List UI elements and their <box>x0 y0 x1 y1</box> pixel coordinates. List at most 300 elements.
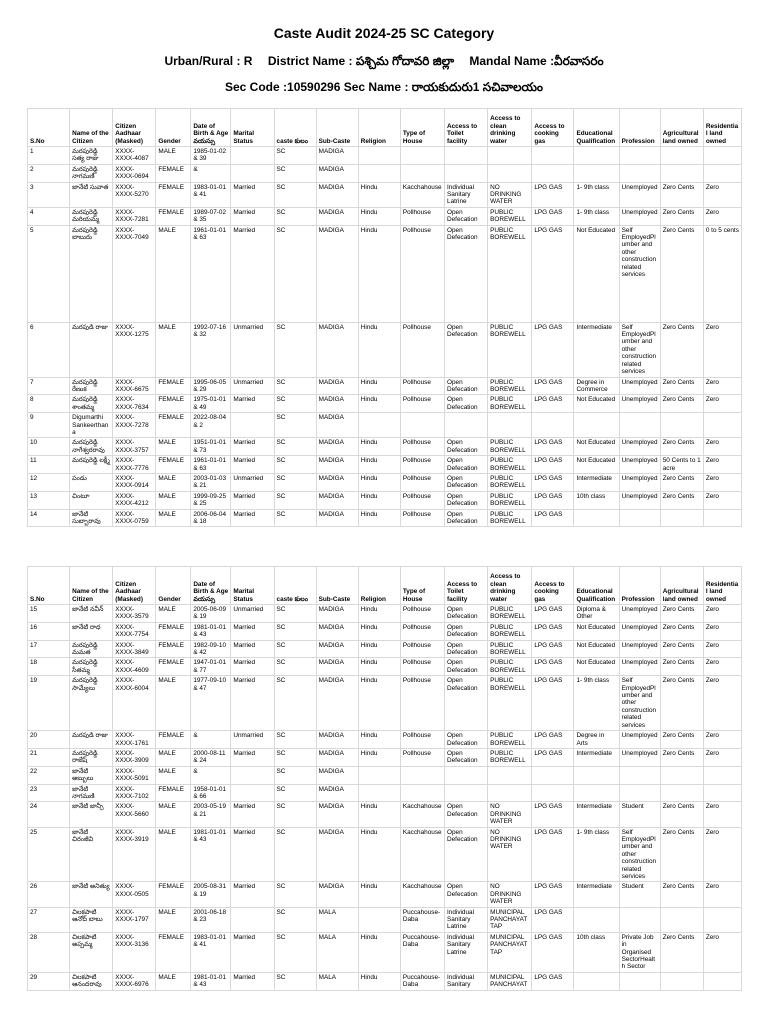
cell-citizen-name: జానేటి సువాత <box>70 182 113 207</box>
cell-agri-land: Zero Cents <box>660 491 703 509</box>
cell-religion: Hindu <box>358 509 400 527</box>
column-header-gender: Gender <box>156 567 191 605</box>
cell-cooking-gas: LPG GAS <box>532 658 574 676</box>
cell-sub-caste: MADIGA <box>316 622 358 640</box>
cell-gender: MALE <box>156 907 191 932</box>
cell-house-type: Pollhouse <box>400 676 444 731</box>
cell-education <box>574 147 619 165</box>
column-header-sub-caste: Sub-Caste <box>316 567 358 605</box>
cell-gender: MALE <box>156 225 191 322</box>
cell-marital-status: Unmarried <box>231 322 274 377</box>
cell-sub-caste: MADIGA <box>316 784 358 802</box>
cell-cooking-gas: LPG GAS <box>532 932 574 972</box>
cell-sub-caste: MADIGA <box>316 322 358 377</box>
mandal-label: Mandal Name :వీరవాసరం <box>469 54 604 68</box>
column-header-residential-land: Residential land owned <box>703 109 741 147</box>
cell-agri-land: Zero Cents <box>660 731 703 749</box>
column-header-sno: S.No <box>28 567 70 605</box>
cell-citizen-name: జానేటి చిరంజీవి <box>70 827 113 882</box>
cell-religion <box>358 784 400 802</box>
column-header-religion: Religion <box>358 567 400 605</box>
cell-drinking-water <box>488 147 532 165</box>
cell-agri-land: Zero Cents <box>660 748 703 766</box>
cell-dob-age: & <box>191 766 231 784</box>
column-header-drinking-water: Access to clean drinking water <box>488 567 532 605</box>
cell-toilet-access: Open Defecation <box>445 658 488 676</box>
cell-cooking-gas: LPG GAS <box>532 972 574 990</box>
cell-cooking-gas: LPG GAS <box>532 377 574 395</box>
cell-marital-status <box>231 907 274 932</box>
cell-toilet-access: Open Defecation <box>445 322 488 377</box>
cell-agri-land: Zero Cents <box>660 473 703 491</box>
cell-sub-caste: MADIGA <box>316 207 358 225</box>
cell-marital-status: Married <box>231 802 274 827</box>
cell-citizen-name: మరపురెడ్డి బాబురు <box>70 225 113 322</box>
cell-sno: 21 <box>28 748 70 766</box>
cell-cooking-gas: LPG GAS <box>532 509 574 527</box>
cell-sno: 18 <box>28 658 70 676</box>
cell-house-type: Kacchahouse <box>400 882 444 907</box>
cell-profession: Unemployed <box>619 377 660 395</box>
cell-house-type: Pollhouse <box>400 622 444 640</box>
cell-house-type: Pollhouse <box>400 225 444 322</box>
table-row <box>28 784 742 802</box>
cell-caste: SC <box>274 676 316 731</box>
cell-marital-status <box>231 784 274 802</box>
table-row <box>28 225 742 322</box>
cell-sno: 4 <box>28 207 70 225</box>
cell-dob-age: 1983-01-01 & 41 <box>191 932 231 972</box>
cell-agri-land: Zero Cents <box>660 882 703 907</box>
cell-citizen-name: చిలకపాటి ఆనోద్ బాబు <box>70 907 113 932</box>
cell-dob-age: 1983-01-01 & 41 <box>191 182 231 207</box>
cell-aadhaar: XXXX-XXXX-1761 <box>113 731 156 749</box>
cell-gender: FEMALE <box>156 640 191 658</box>
cell-marital-status: Married <box>231 182 274 207</box>
table-row <box>28 456 742 474</box>
cell-dob-age: 1961-01-01 & 63 <box>191 225 231 322</box>
cell-drinking-water <box>488 413 532 438</box>
cell-dob-age: 1977-09-10 & 47 <box>191 676 231 731</box>
cell-dob-age: 1961-01-01 & 63 <box>191 456 231 474</box>
column-header-caste: caste కులం <box>274 109 316 147</box>
cell-marital-status: Married <box>231 676 274 731</box>
table-row <box>28 164 742 182</box>
cell-cooking-gas <box>532 164 574 182</box>
cell-residential-land <box>703 972 741 990</box>
cell-gender: MALE <box>156 322 191 377</box>
cell-cooking-gas: LPG GAS <box>532 605 574 623</box>
cell-house-type: Pollhouse <box>400 377 444 395</box>
cell-sno: 17 <box>28 640 70 658</box>
cell-religion: Hindu <box>358 377 400 395</box>
column-header-citizen-name: Name of the Citizen <box>70 567 113 605</box>
cell-religion: Hindu <box>358 456 400 474</box>
cell-agri-land: Zero Cents <box>660 225 703 322</box>
cell-aadhaar: XXXX-XXXX-6675 <box>113 377 156 395</box>
cell-dob-age: 1985-01-02 & 39 <box>191 147 231 165</box>
table-row <box>28 640 742 658</box>
table-row <box>28 766 742 784</box>
cell-profession: Unemployed <box>619 473 660 491</box>
cell-toilet-access: Open Defecation <box>445 731 488 749</box>
cell-gender: FEMALE <box>156 207 191 225</box>
column-header-house-type: Type of House <box>400 567 444 605</box>
cell-drinking-water: PUBLIC BOREWELL <box>488 731 532 749</box>
cell-caste: SC <box>274 207 316 225</box>
column-header-agri-land: Agricultural land owned <box>660 567 703 605</box>
cell-drinking-water: NO DRINKING WATER <box>488 802 532 827</box>
cell-gender: FEMALE <box>156 622 191 640</box>
cell-house-type: Pollhouse <box>400 207 444 225</box>
table-row <box>28 509 742 527</box>
cell-religion: Hindu <box>358 640 400 658</box>
cell-agri-land <box>660 164 703 182</box>
cell-aadhaar: XXXX-XXXX-7281 <box>113 207 156 225</box>
cell-drinking-water: PUBLIC BOREWELL <box>488 605 532 623</box>
cell-toilet-access: Open Defecation <box>445 640 488 658</box>
cell-caste: SC <box>274 605 316 623</box>
cell-cooking-gas: LPG GAS <box>532 748 574 766</box>
cell-house-type: Pollhouse <box>400 748 444 766</box>
cell-marital-status: Married <box>231 748 274 766</box>
cell-sub-caste: MADIGA <box>316 748 358 766</box>
cell-citizen-name: జానేటి నాగమణి <box>70 784 113 802</box>
cell-religion: Hindu <box>358 882 400 907</box>
cell-house-type <box>400 164 444 182</box>
table-row <box>28 622 742 640</box>
column-header-drinking-water: Access to clean drinking water <box>488 109 532 147</box>
column-header-profession: Profession <box>619 109 660 147</box>
column-header-aadhaar: Citizen Aadhaar (Masked) <box>113 109 156 147</box>
cell-marital-status: Married <box>231 932 274 972</box>
cell-profession: Unemployed <box>619 605 660 623</box>
cell-aadhaar: XXXX-XXXX-6004 <box>113 676 156 731</box>
cell-sno: 24 <box>28 802 70 827</box>
cell-gender: FEMALE <box>156 731 191 749</box>
table-row <box>28 731 742 749</box>
table-row <box>28 182 742 207</box>
column-header-cooking-gas: Access to cooking gas <box>532 109 574 147</box>
cell-citizen-name: మరపురెడ్డి నాగమణి <box>70 164 113 182</box>
cell-gender: MALE <box>156 491 191 509</box>
secretariat-line: Sec Code :10590296 Sec Name : రాయకుదురు1 సచివాలయం <box>225 80 543 94</box>
cell-toilet-access: Individual Sanitary Latrine <box>445 182 488 207</box>
cell-drinking-water: PUBLIC BOREWELL <box>488 748 532 766</box>
cell-sno: 27 <box>28 907 70 932</box>
table-row <box>28 932 742 972</box>
audit-table-1 <box>27 108 742 527</box>
cell-sno: 13 <box>28 491 70 509</box>
cell-religion: Hindu <box>358 802 400 827</box>
cell-dob-age: 1992-07-16 & 32 <box>191 322 231 377</box>
column-header-gender: Gender <box>156 109 191 147</box>
cell-profession: Self EmployedPlumber and other construction related services <box>619 676 660 731</box>
cell-religion: Hindu <box>358 622 400 640</box>
cell-marital-status: Married <box>231 207 274 225</box>
cell-sub-caste: MADIGA <box>316 456 358 474</box>
cell-agri-land: Zero Cents <box>660 182 703 207</box>
cell-house-type: Pollhouse <box>400 395 444 413</box>
cell-sno: 15 <box>28 605 70 623</box>
cell-house-type <box>400 413 444 438</box>
cell-cooking-gas <box>532 147 574 165</box>
cell-religion <box>358 907 400 932</box>
cell-marital-status: Married <box>231 225 274 322</box>
cell-citizen-name: జానేటి రాధ <box>70 622 113 640</box>
cell-religion: Hindu <box>358 932 400 972</box>
cell-toilet-access: Open Defecation <box>445 509 488 527</box>
cell-aadhaar: XXXX-XXXX-7278 <box>113 413 156 438</box>
cell-sub-caste: MADIGA <box>316 766 358 784</box>
cell-residential-land: 0 to 5 cents <box>703 225 741 322</box>
table-row <box>28 827 742 882</box>
cell-dob-age: & <box>191 164 231 182</box>
cell-aadhaar: XXXX-XXXX-7102 <box>113 784 156 802</box>
cell-citizen-name: జానేటి అనిత్యు <box>70 882 113 907</box>
cell-caste: SC <box>274 882 316 907</box>
cell-marital-status: Married <box>231 509 274 527</box>
table-row <box>28 147 742 165</box>
cell-caste: SC <box>274 395 316 413</box>
cell-residential-land <box>703 413 741 438</box>
cell-residential-land <box>703 147 741 165</box>
cell-profession: Self EmployedPlumber and other construction related services <box>619 322 660 377</box>
cell-drinking-water: PUBLIC BOREWELL <box>488 207 532 225</box>
cell-dob-age: 2005-06-09 & 19 <box>191 605 231 623</box>
cell-profession: Unemployed <box>619 207 660 225</box>
cell-sno: 29 <box>28 972 70 990</box>
page-title: Caste Audit 2024-25 SC Category <box>273 25 495 41</box>
cell-house-type: Pollhouse <box>400 605 444 623</box>
cell-profession: Unemployed <box>619 622 660 640</box>
cell-marital-status: Unmarried <box>231 473 274 491</box>
cell-citizen-name: మరపురెడ్డి లక్ష్మీ <box>70 456 113 474</box>
cell-sub-caste: MADIGA <box>316 182 358 207</box>
cell-citizen-name: మరపురెడ్డి రేణుక <box>70 377 113 395</box>
cell-drinking-water: MUNICIPAL PANCHAYAT <box>488 972 532 990</box>
cell-religion: Hindu <box>358 225 400 322</box>
cell-education <box>574 509 619 527</box>
cell-sub-caste: MADIGA <box>316 491 358 509</box>
cell-agri-land <box>660 784 703 802</box>
cell-agri-land <box>660 509 703 527</box>
cell-religion: Hindu <box>358 676 400 731</box>
cell-cooking-gas: LPG GAS <box>532 827 574 882</box>
cell-marital-status: Unmarried <box>231 605 274 623</box>
cell-toilet-access <box>445 766 488 784</box>
cell-citizen-name: మరపురెడ్డి నాగేశ్వరరావు <box>70 438 113 456</box>
column-header-sub-caste: Sub-Caste <box>316 109 358 147</box>
cell-agri-land <box>660 907 703 932</box>
cell-toilet-access: Open Defecation <box>445 207 488 225</box>
cell-sub-caste: MALA <box>316 972 358 990</box>
cell-house-type: Pollhouse <box>400 491 444 509</box>
cell-marital-status: Unmarried <box>231 731 274 749</box>
cell-gender: MALE <box>156 766 191 784</box>
column-header-residential-land: Residential land owned <box>703 567 741 605</box>
cell-sno: 14 <box>28 509 70 527</box>
cell-cooking-gas <box>532 784 574 802</box>
column-header-profession: Profession <box>619 567 660 605</box>
column-header-religion: Religion <box>358 109 400 147</box>
cell-drinking-water: PUBLIC BOREWELL <box>488 395 532 413</box>
cell-religion: Hindu <box>358 182 400 207</box>
cell-toilet-access: Open Defecation <box>445 456 488 474</box>
cell-agri-land: 50 Cents to 1 acre <box>660 456 703 474</box>
cell-citizen-name: మరపురెడ్డి సత్య రాజు <box>70 147 113 165</box>
cell-profession <box>619 784 660 802</box>
cell-religion: Hindu <box>358 438 400 456</box>
cell-profession: Unemployed <box>619 748 660 766</box>
cell-profession: Student <box>619 802 660 827</box>
cell-dob-age: 1989-07-02 & 35 <box>191 207 231 225</box>
cell-profession: Unemployed <box>619 491 660 509</box>
cell-dob-age: 2005-08-31 & 19 <box>191 882 231 907</box>
location-line <box>0 54 768 71</box>
cell-aadhaar: XXXX-XXXX-7634 <box>113 395 156 413</box>
column-header-citizen-name: Name of the Citizen <box>70 109 113 147</box>
cell-sub-caste: MADIGA <box>316 438 358 456</box>
cell-caste: SC <box>274 456 316 474</box>
cell-sub-caste: MADIGA <box>316 731 358 749</box>
cell-agri-land: Zero Cents <box>660 827 703 882</box>
cell-citizen-name: చిలకపాటి అప్పమ్మ <box>70 932 113 972</box>
cell-residential-land: Zero <box>703 395 741 413</box>
cell-religion <box>358 147 400 165</box>
cell-house-type: Pollhouse <box>400 658 444 676</box>
cell-aadhaar: XXXX-XXXX-7776 <box>113 456 156 474</box>
cell-sno: 22 <box>28 766 70 784</box>
cell-aadhaar: XXXX-XXXX-0759 <box>113 509 156 527</box>
cell-residential-land: Zero <box>703 748 741 766</box>
cell-toilet-access: Open Defecation <box>445 622 488 640</box>
cell-house-type: Pollhouse <box>400 438 444 456</box>
cell-agri-land <box>660 147 703 165</box>
cell-dob-age: 1975-01-01 & 49 <box>191 395 231 413</box>
cell-sub-caste: MALA <box>316 932 358 972</box>
cell-profession: Self EmployedPlumber and other construction related services <box>619 225 660 322</box>
cell-aadhaar: XXXX-XXXX-5660 <box>113 802 156 827</box>
cell-marital-status: Married <box>231 395 274 413</box>
cell-toilet-access: Open Defecation <box>445 827 488 882</box>
cell-profession <box>619 972 660 990</box>
cell-sub-caste: MADIGA <box>316 413 358 438</box>
cell-cooking-gas: LPG GAS <box>532 207 574 225</box>
column-header-toilet-access: Access to Toilet facility <box>445 567 488 605</box>
cell-sno: 25 <box>28 827 70 882</box>
cell-dob-age: 1981-01-01 & 43 <box>191 622 231 640</box>
cell-citizen-name: జానేటి నవీన్ <box>70 605 113 623</box>
cell-residential-land: Zero <box>703 182 741 207</box>
column-header-house-type: Type of House <box>400 109 444 147</box>
cell-gender: FEMALE <box>156 456 191 474</box>
cell-residential-land: Zero <box>703 882 741 907</box>
audit-table-2 <box>27 566 742 991</box>
cell-religion: Hindu <box>358 395 400 413</box>
cell-caste: SC <box>274 784 316 802</box>
cell-education: 10th class <box>574 932 619 972</box>
cell-sub-caste: MADIGA <box>316 827 358 882</box>
cell-sno: 3 <box>28 182 70 207</box>
cell-caste: SC <box>274 473 316 491</box>
cell-marital-status <box>231 147 274 165</box>
cell-residential-land <box>703 766 741 784</box>
cell-marital-status: Married <box>231 972 274 990</box>
cell-cooking-gas: LPG GAS <box>532 473 574 491</box>
cell-sno: 12 <box>28 473 70 491</box>
column-header-education: Educational Qualification <box>574 109 619 147</box>
cell-dob-age: 2006-06-04 & 18 <box>191 509 231 527</box>
cell-marital-status: Married <box>231 827 274 882</box>
cell-agri-land: Zero Cents <box>660 207 703 225</box>
cell-gender: MALE <box>156 473 191 491</box>
cell-toilet-access: Open Defecation <box>445 882 488 907</box>
cell-aadhaar: XXXX-XXXX-0914 <box>113 473 156 491</box>
cell-gender: MALE <box>156 802 191 827</box>
cell-profession: Unemployed <box>619 640 660 658</box>
table-row <box>28 802 742 827</box>
cell-toilet-access: Open Defecation <box>445 748 488 766</box>
cell-gender: FEMALE <box>156 395 191 413</box>
cell-education: Intermediate <box>574 882 619 907</box>
cell-drinking-water: PUBLIC BOREWELL <box>488 438 532 456</box>
cell-sno: 1 <box>28 147 70 165</box>
cell-gender: MALE <box>156 748 191 766</box>
cell-profession: Unemployed <box>619 438 660 456</box>
cell-toilet-access: Open Defecation <box>445 395 488 413</box>
cell-dob-age: 1947-01-01 & 77 <box>191 658 231 676</box>
cell-religion: Hindu <box>358 972 400 990</box>
cell-profession: Unemployed <box>619 731 660 749</box>
cell-education: 1- 9th class <box>574 182 619 207</box>
cell-aadhaar: XXXX-XXXX-3919 <box>113 827 156 882</box>
cell-gender: MALE <box>156 972 191 990</box>
cell-toilet-access: Individual Sanitary <box>445 972 488 990</box>
cell-marital-status: Married <box>231 640 274 658</box>
cell-sno: 16 <box>28 622 70 640</box>
cell-aadhaar: XXXX-XXXX-5091 <box>113 766 156 784</box>
column-header-sno: S.No <box>28 109 70 147</box>
cell-aadhaar: XXXX-XXXX-5270 <box>113 182 156 207</box>
cell-agri-land: Zero Cents <box>660 377 703 395</box>
cell-drinking-water: PUBLIC BOREWELL <box>488 473 532 491</box>
cell-agri-land: Zero Cents <box>660 395 703 413</box>
cell-dob-age: 1982-09-10 & 42 <box>191 640 231 658</box>
cell-education <box>574 164 619 182</box>
cell-caste: SC <box>274 438 316 456</box>
cell-religion: Hindu <box>358 322 400 377</box>
cell-dob-age: 1958-01-01 & 66 <box>191 784 231 802</box>
cell-cooking-gas: LPG GAS <box>532 438 574 456</box>
cell-aadhaar: XXXX-XXXX-3757 <box>113 438 156 456</box>
cell-sub-caste: MADIGA <box>316 164 358 182</box>
cell-dob-age: 1951-01-01 & 73 <box>191 438 231 456</box>
table-row <box>28 658 742 676</box>
cell-cooking-gas: LPG GAS <box>532 225 574 322</box>
cell-education: Degree in Arts <box>574 731 619 749</box>
cell-education: Intermediate <box>574 322 619 377</box>
cell-toilet-access: Open Defecation <box>445 377 488 395</box>
cell-marital-status: Married <box>231 438 274 456</box>
cell-marital-status <box>231 413 274 438</box>
cell-sub-caste: MADIGA <box>316 147 358 165</box>
cell-toilet-access: Open Defecation <box>445 802 488 827</box>
cell-profession: Unemployed <box>619 182 660 207</box>
cell-aadhaar: XXXX-XXXX-4609 <box>113 658 156 676</box>
cell-agri-land: Zero Cents <box>660 605 703 623</box>
cell-drinking-water: PUBLIC BOREWELL <box>488 377 532 395</box>
